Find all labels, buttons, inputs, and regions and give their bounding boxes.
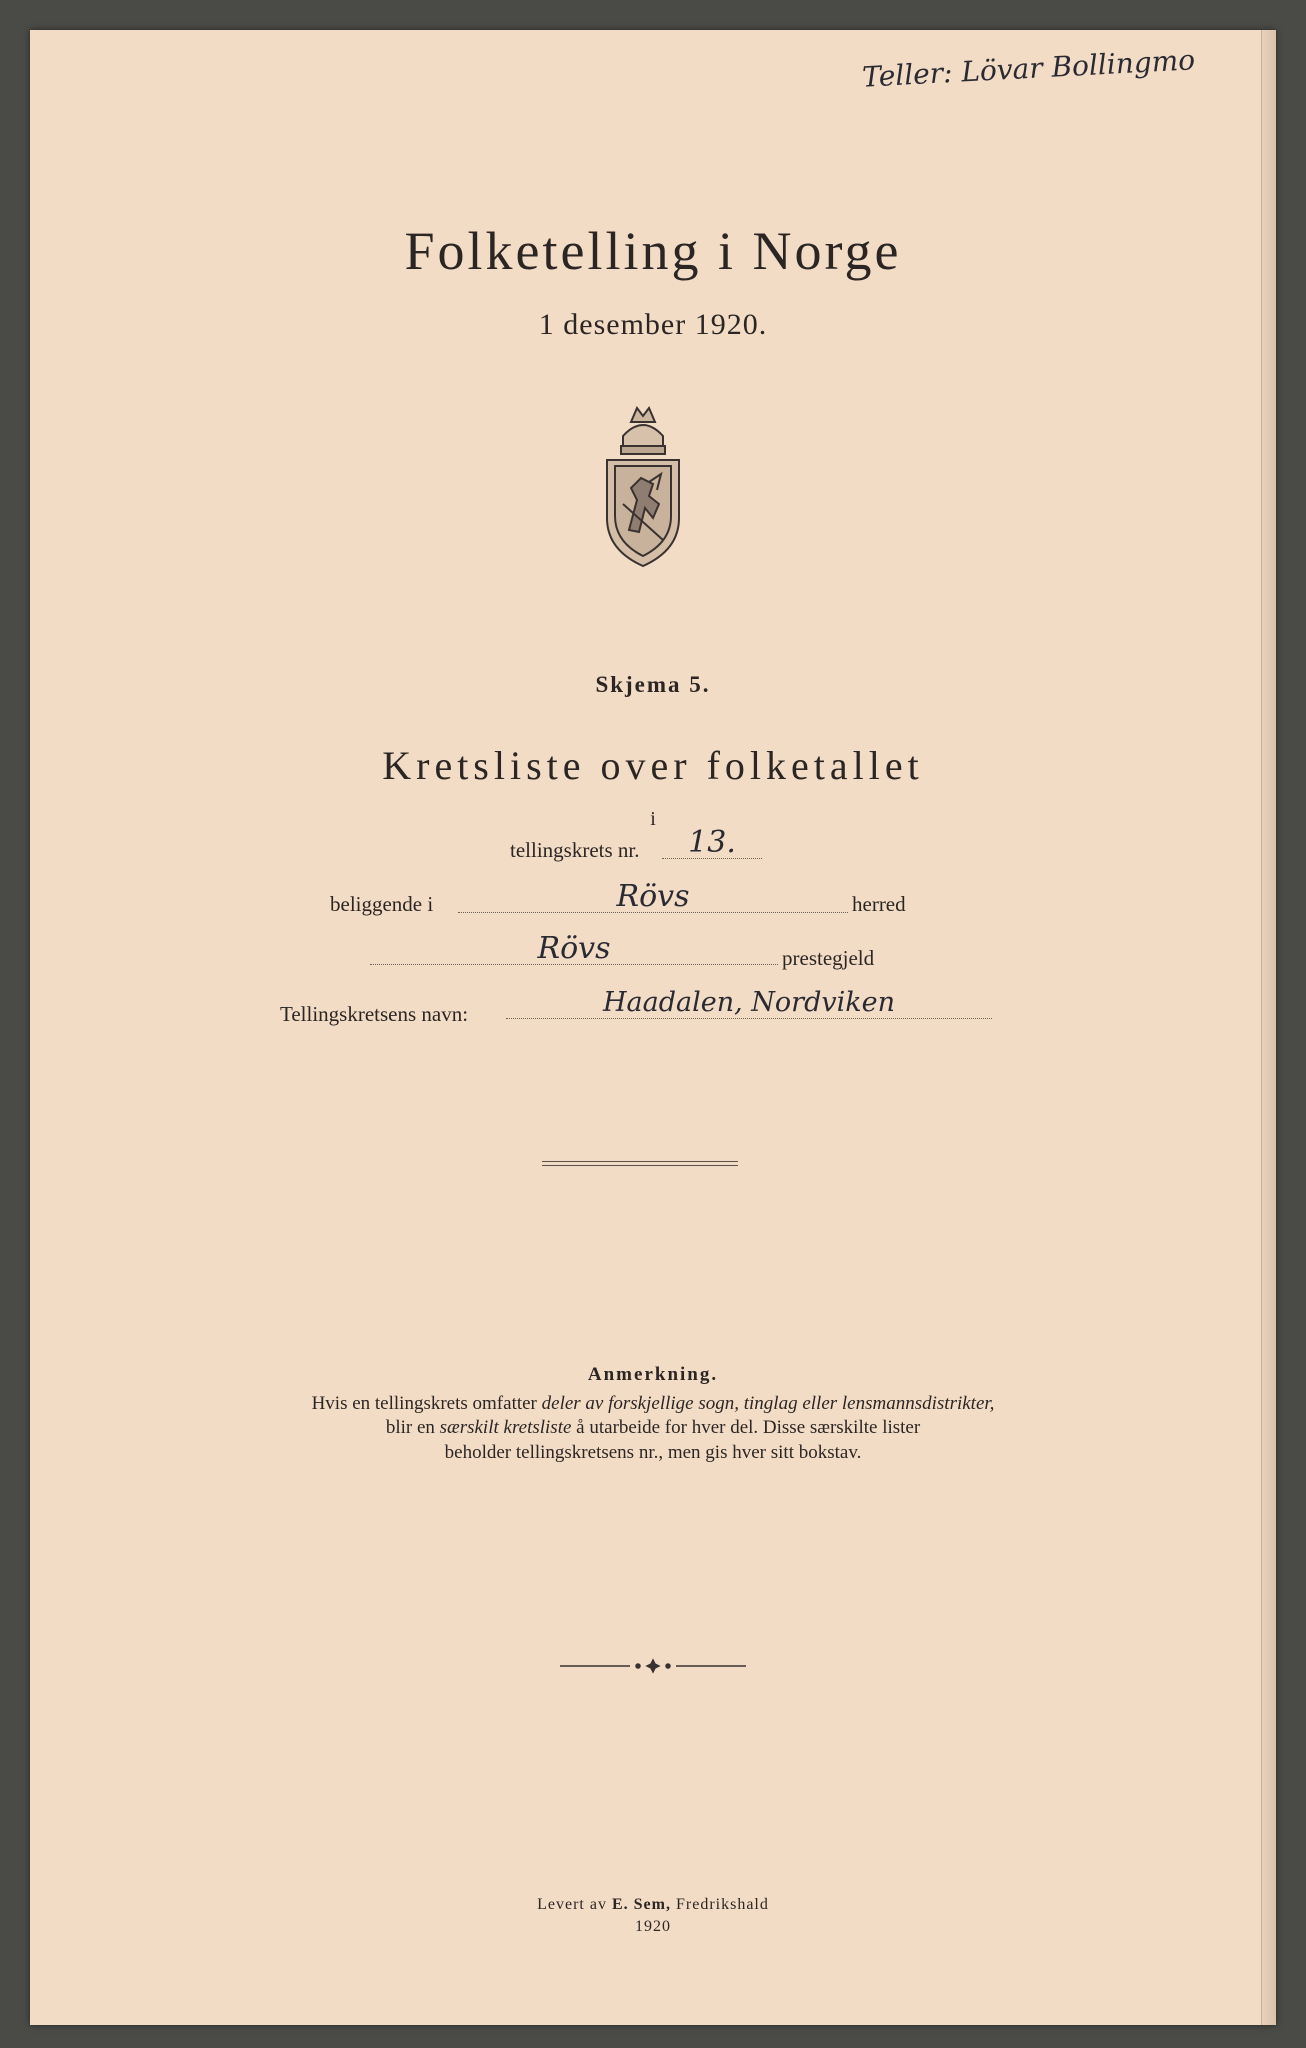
census-form-page bbox=[30, 30, 1276, 2025]
form-subtitle: Kretsliste over folketallet bbox=[382, 743, 924, 788]
herred-field[interactable]: Rövs bbox=[458, 886, 848, 913]
note-line-2 bbox=[230, 1416, 1076, 1440]
note-heading: Anmerkning. bbox=[587, 1364, 719, 1385]
prestegjeld-label: prestegjeld bbox=[782, 946, 875, 970]
teller-handwritten-note: Teller: Lövar Bollingmo bbox=[861, 43, 1196, 94]
schema-number: Skjema 5. bbox=[595, 672, 711, 697]
note-line-1 bbox=[230, 1392, 1076, 1416]
printer-credit bbox=[30, 1896, 1276, 1914]
note-line-3: beholder tellingskretsens nr., men gis hver sitt bokstav. bbox=[444, 1442, 862, 1463]
page-title: Folketelling i Norge bbox=[404, 221, 902, 281]
census-date: 1 desember 1920. bbox=[538, 308, 768, 341]
note-emphasis: særskilt kretsliste bbox=[439, 1417, 572, 1438]
kretsnavn-field[interactable]: Haadalen, Nordviken bbox=[506, 992, 992, 1019]
kretsnavn-label: Tellingskretsens navn: bbox=[280, 1002, 469, 1026]
divider bbox=[542, 1165, 738, 1166]
tellingskrets-label: tellingskrets nr. bbox=[510, 838, 640, 862]
note-emphasis: deler av forskjellige sogn, tinglag eller lensmannsdistrikter, bbox=[541, 1393, 995, 1414]
note-text: å utarbeide for hver del. Disse særskilte lister bbox=[571, 1417, 921, 1438]
divider bbox=[542, 1161, 738, 1162]
prestegjeld-field[interactable]: Rövs bbox=[370, 938, 778, 965]
beliggende-label: beliggende i bbox=[330, 892, 434, 916]
note-text: Hvis en tellingskrets omfatter bbox=[311, 1393, 542, 1414]
printer-year: 1920 bbox=[635, 1918, 671, 1935]
norwegian-coat-of-arms-icon bbox=[593, 400, 693, 570]
herred-label: herred bbox=[852, 892, 906, 916]
note-text: blir en bbox=[385, 1417, 440, 1438]
printer-prefix: Levert av bbox=[537, 1896, 612, 1913]
printer-name: E. Sem, bbox=[611, 1896, 671, 1913]
ornament-divider-icon bbox=[560, 1658, 746, 1674]
printer-city: Fredrikshald bbox=[670, 1896, 769, 1913]
tellingskrets-number-field[interactable]: 13. bbox=[662, 832, 762, 859]
conjunction-i: i bbox=[650, 808, 656, 830]
